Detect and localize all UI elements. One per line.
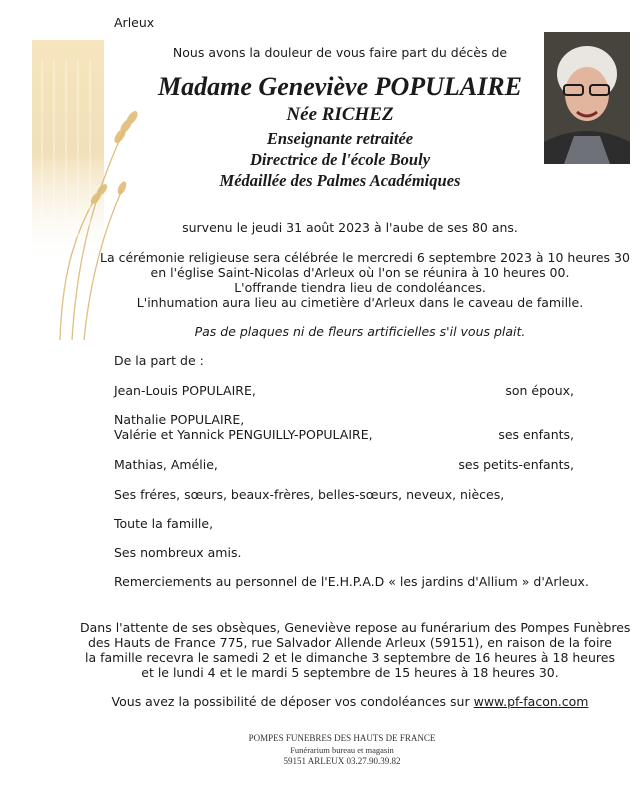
family-intro: De la part de : (114, 353, 204, 368)
condolences-line (80, 694, 620, 709)
death-text: survenu le jeudi 31 août 2023 à l'aube de ses 80 ans. (182, 220, 518, 235)
ceremony-line-1: La cérémonie religieuse sera célébrée le mercredi 6 septembre 2023 à 10 heures 30 (100, 250, 630, 265)
condolences-text: Vous avez la possibilité de déposer vos condoléances sur (111, 694, 470, 709)
title-line-1: Enseignante retraitée (266, 129, 414, 148)
funeral-home-line-4: et le lundi 4 et le mardi 5 septembre de 15 heures à 18 heures 30. (141, 665, 559, 680)
title-line-2: Directrice de l'école Bouly (249, 150, 431, 169)
footer-company: POMPES FUNEBRES DES HAUTS DE FRANCE (248, 733, 436, 743)
deceased-name: Madame Geneviève POPULAIRE (158, 72, 522, 101)
no-flowers-note: Pas de plaques ni de fleurs artificielles s'il vous plait. (194, 324, 526, 339)
condolences-link[interactable]: www.pf-facon.com (473, 694, 589, 709)
footer-address: 59151 ARLEUX 03.27.90.39.82 (283, 756, 401, 766)
siblings-line: Ses fréres, sœurs, beaux-frères, belles-sœurs, neveux, nièces, (114, 487, 505, 502)
friends-line: Ses nombreux amis. (114, 545, 242, 560)
child-name-1: Nathalie POPULAIRE, (114, 412, 245, 427)
ceremony-line-4: L'inhumation aura lieu au cimetière d'Arleux dans le caveau de famille. (136, 295, 584, 310)
footer-description: Funérarium bureau et magasin (290, 745, 394, 755)
funeral-home-line-2: des Hauts de France 775, rue Salvador Allende Arleux (59151), en raison de la foire (88, 635, 612, 650)
funeral-home-line-3: la famille recevra le samedi 2 et le dimanche 3 septembre de 16 heures à 18 heures (85, 650, 615, 665)
thanks-line: Remerciements au personnel de l'E.H.P.A.D « les jardins d'Allium » d'Arleux. (114, 574, 589, 589)
spouse-relation: son époux, (505, 383, 574, 398)
spouse-name: Jean-Louis POPULAIRE, (114, 383, 256, 398)
all-family-line: Toute la famille, (114, 516, 214, 531)
child-name-2: Valérie et Yannick PENGUILLY-POPULAIRE, (114, 427, 373, 442)
children-relation: ses enfants, (498, 427, 574, 442)
intro-text: Nous avons la douleur de vous faire part du décès de (172, 45, 508, 60)
ceremony-line-3: L'offrande tiendra lieu de condoléances. (234, 280, 486, 295)
town-label: Arleux (114, 15, 155, 30)
funeral-home-line-1: Dans l'attente de ses obsèques, Geneviève repose au funérarium des Pompes Funèbres (80, 620, 631, 635)
title-line-3: Médaillée des Palmes Académiques (219, 171, 461, 190)
grandchildren-relation: ses petits-enfants, (458, 457, 574, 472)
maiden-name: Née RICHEZ (286, 104, 394, 125)
grandchildren-names: Mathias, Amélie, (114, 457, 218, 472)
ceremony-line-2: en l'église Saint-Nicolas d'Arleux où l'on se réunira à 10 heures 00. (150, 265, 570, 280)
